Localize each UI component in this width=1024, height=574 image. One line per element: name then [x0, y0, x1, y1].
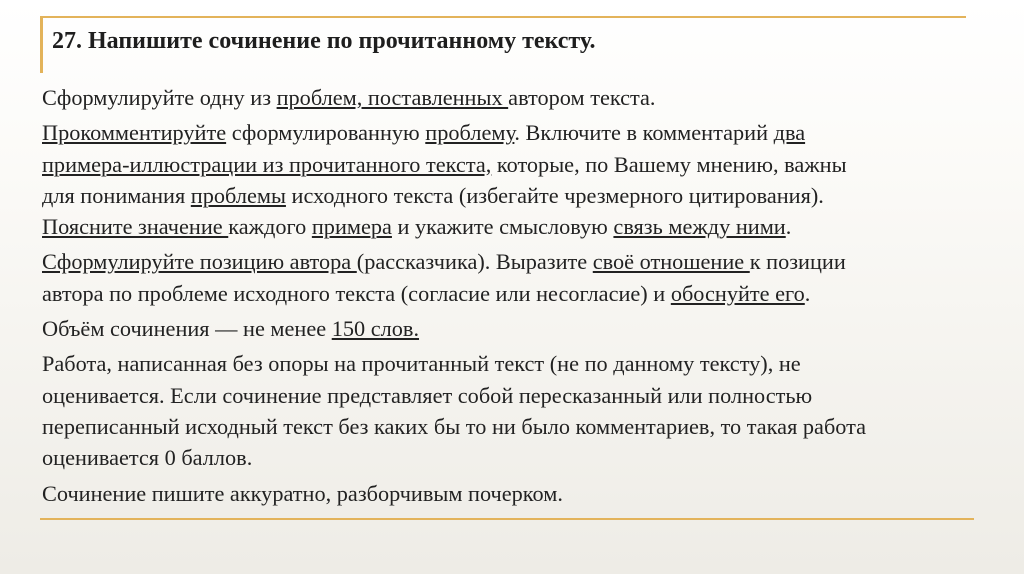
underlined-text: своё отношение: [592, 249, 750, 275]
text-run: Объём сочинения — не менее: [42, 316, 332, 342]
underlined-text: Сформулируйте позицию автора: [42, 249, 357, 275]
text-run: и укажите смысловую: [391, 214, 614, 240]
text-line: [42, 278, 982, 309]
instructions-body: [42, 82, 982, 513]
text-run: для понимания: [42, 182, 191, 208]
text-run: .: [785, 214, 792, 240]
underlined-text: проблему: [425, 120, 515, 146]
title-frame-left-line: [40, 16, 43, 73]
text-run: .: [804, 280, 811, 306]
paragraph-handwriting: Сочинение пишите аккуратно, разборчивым почерком.: [42, 480, 563, 506]
underlined-text: связь между ними: [613, 214, 786, 240]
page-title: 27. Напишите сочинение по прочитанному тексту.: [52, 28, 596, 54]
text-run: сформулированную: [226, 120, 426, 146]
underlined-text: Поясните значение: [42, 214, 229, 240]
text-run: к позиции: [749, 249, 846, 275]
text-line: [42, 180, 982, 211]
text-line: [42, 246, 982, 277]
underlined-text: 150 слов.: [331, 316, 420, 342]
title-frame-top-line: [40, 16, 966, 18]
underlined-text: проблемы: [190, 182, 286, 208]
text-run: . Включите в комментарий: [514, 120, 774, 146]
paragraph-essay-length: [42, 313, 982, 344]
text-line: оценивается 0 баллов.: [42, 445, 253, 471]
text-line: Работа, написанная без опоры на прочитанный текст (не по данному тексту), не: [42, 351, 801, 377]
text-run: каждого: [228, 214, 312, 240]
underlined-text: Прокомментируйте: [42, 120, 227, 146]
text-line: [42, 211, 982, 242]
paragraph-comment-problem: [42, 117, 982, 242]
underlined-text: проблем, поставленных: [276, 85, 509, 110]
text-run: (рассказчика). Выразите: [356, 249, 593, 275]
paragraph-formulate-problem: [42, 82, 982, 113]
text-line: [42, 149, 982, 180]
text-run: которые, по Вашему мнению, важны: [491, 151, 847, 177]
text-run: Сформулируйте одну из: [42, 85, 277, 110]
underlined-text: примера: [311, 214, 392, 240]
text-run: автором текста.: [508, 85, 656, 110]
underlined-text: два: [773, 120, 806, 146]
bottom-divider-line: [40, 518, 974, 520]
text-line: оценивается. Если сочинение представляет собой пересказанный или полностью: [42, 382, 813, 408]
text-run: автора по проблеме исходного текста (согласие или несогласие) и: [42, 280, 671, 306]
paragraph-author-position: [42, 246, 982, 309]
underlined-text: примера-иллюстрации из прочитанного текста,: [42, 151, 492, 177]
text-run: исходного текста (избегайте чрезмерного цитирования).: [285, 182, 824, 208]
paragraph-evaluation-rules: [42, 348, 982, 473]
text-line: переписанный исходный текст без каких бы то ни было комментариев, то такая работа: [42, 413, 867, 439]
underlined-text: обоснуйте его: [670, 280, 805, 306]
text-line: [42, 117, 982, 148]
